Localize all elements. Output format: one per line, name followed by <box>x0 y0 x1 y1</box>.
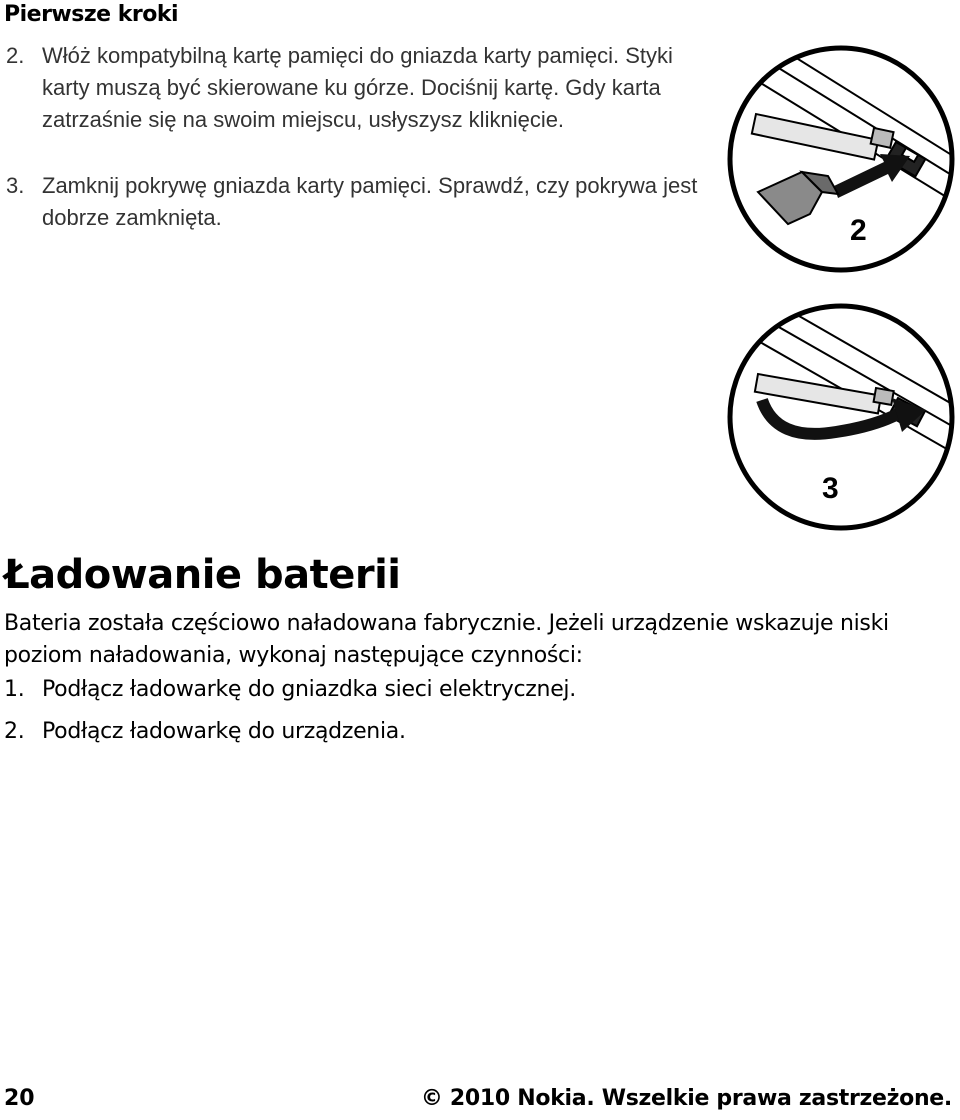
step-number: 2. <box>4 719 25 744</box>
memory-card-insert-illustration <box>726 44 956 274</box>
battery-step-item <box>4 674 576 706</box>
cover-close-illustration <box>726 302 956 532</box>
battery-heading: Ładowanie baterii <box>4 552 401 598</box>
step-text: Podłącz ładowarkę do gniazdka sieci elektrycznej. <box>42 677 576 702</box>
step-number: 1. <box>4 677 25 702</box>
step-text: Podłącz ładowarkę do urządzenia. <box>42 719 406 744</box>
section-header: Pierwsze kroki <box>4 2 179 27</box>
step-number: 3. <box>6 173 25 198</box>
illustration-label: 3 <box>822 472 839 505</box>
page-number: 20 <box>4 1086 35 1111</box>
step-text: Włóż kompatybilną kartę pamięci do gniazda karty pamięci. Styki karty muszą być skierowane ku górze. Dociśnij kartę. Gdy karta zatrzaśnie się na swoim miejscu, usłyszysz kliknięcie. <box>42 43 673 132</box>
illustration-label: 2 <box>850 214 867 247</box>
step-item <box>6 170 712 234</box>
copyright-notice: © 2010 Nokia. Wszelkie prawa zastrzeżone. <box>420 1086 952 1111</box>
step-number: 2. <box>6 43 25 68</box>
step-item <box>6 40 712 136</box>
battery-step-item <box>4 716 406 748</box>
battery-intro: Bateria została częściowo naładowana fabrycznie. Jeżeli urządzenie wskazuje niski poziom naładowania, wykonaj następujące czynności: <box>4 611 889 668</box>
step-text: Zamknij pokrywę gniazda karty pamięci. Sprawdź, czy pokrywa jest dobrze zamknięta. <box>42 173 698 230</box>
